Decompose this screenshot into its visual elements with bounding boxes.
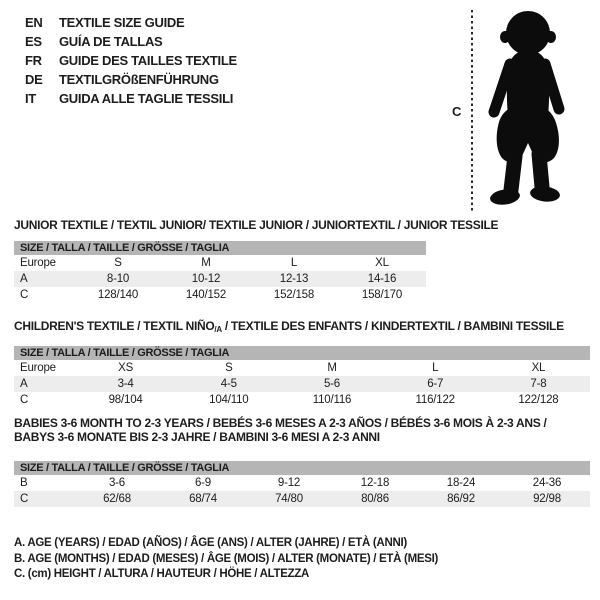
height-measure-dashed-line bbox=[471, 10, 473, 213]
size-cell: 5-6 bbox=[323, 378, 341, 390]
table-row-junior-height bbox=[14, 287, 426, 303]
size-cell: 116/122 bbox=[415, 394, 455, 406]
babies-size-table bbox=[14, 461, 590, 507]
language-code-es: ES bbox=[25, 34, 42, 49]
language-row-es bbox=[25, 32, 237, 51]
size-cell: 12-18 bbox=[360, 477, 390, 489]
language-code-en: EN bbox=[25, 15, 43, 30]
table-row-children-age bbox=[14, 376, 590, 392]
note-age-years: A. AGE (YEARS) / EDAD (AÑOS) / ÂGE (ANS) / ALTER (JAHRE) / ETÀ (ANNI) bbox=[14, 537, 407, 549]
size-cell: 18-24 bbox=[446, 477, 476, 489]
size-cell: 14-16 bbox=[367, 273, 397, 285]
row-label: Europe bbox=[20, 257, 56, 269]
language-row-de bbox=[25, 70, 237, 89]
size-cell: S bbox=[225, 362, 233, 374]
babies-title-line2: BABYS 3-6 MONATE BIS 2-3 JAHRE / BAMBINI 3-6 MESI A 2-3 ANNI bbox=[14, 430, 380, 444]
table-row-babies-months bbox=[14, 475, 590, 491]
size-cell: M bbox=[201, 257, 211, 269]
language-label-it: GUIDA ALLE TAGLIE TESSILI bbox=[59, 91, 234, 106]
size-cell: 122/128 bbox=[518, 394, 559, 406]
size-cell: 140/152 bbox=[185, 289, 227, 301]
size-cell: 6-7 bbox=[427, 378, 444, 390]
babies-title-line1: BABIES 3-6 MONTH TO 2-3 YEARS / BEBÉS 3-6 MESES A 2-3 AÑOS / BÉBÉS 3-6 MOIS À 2-3 ANS / bbox=[14, 416, 547, 430]
language-label-en: TEXTILE SIZE GUIDE bbox=[59, 15, 185, 30]
size-cell: 92/98 bbox=[533, 493, 561, 505]
language-label-de: TEXTILGRÖßENFÜHRUNG bbox=[59, 72, 219, 87]
height-measure-label: C bbox=[452, 104, 462, 119]
size-cell: 98/104 bbox=[108, 394, 143, 406]
children-title-pre: CHILDREN'S TEXTILE / TEXTIL NIÑO bbox=[14, 319, 215, 333]
table-row-junior-age bbox=[14, 271, 426, 287]
note-height-cm: C. (cm) HEIGHT / ALTURA / HAUTEUR / HÖHE / ALTEZZA bbox=[14, 568, 310, 580]
size-cell: 12-13 bbox=[279, 273, 309, 285]
legend-notes bbox=[14, 536, 438, 583]
size-cell: 68/74 bbox=[189, 493, 217, 505]
table-row-children-height bbox=[14, 392, 590, 408]
size-cell: 110/116 bbox=[312, 394, 352, 406]
children-size-table bbox=[14, 346, 590, 408]
size-cell: XS bbox=[118, 362, 134, 374]
language-label-es: GUÍA DE TALLAS bbox=[59, 34, 163, 49]
language-code-de: DE bbox=[25, 72, 43, 87]
row-label: B bbox=[20, 477, 28, 489]
size-cell: 74/80 bbox=[275, 493, 303, 505]
size-cell: 24-36 bbox=[532, 477, 562, 489]
row-label: C bbox=[20, 394, 29, 406]
language-label-fr: GUIDE DES TAILLES TEXTILE bbox=[59, 53, 237, 68]
children-section-title bbox=[14, 319, 564, 333]
note-age-months: B. AGE (MONTHS) / EDAD (MESES) / ÂGE (MOIS) / ALTER (MONATE) / ETÀ (MESI) bbox=[14, 552, 439, 565]
size-cell: XL bbox=[375, 257, 389, 269]
size-cell: 104/110 bbox=[209, 394, 249, 406]
language-code-it: IT bbox=[25, 91, 36, 106]
size-cell: 6-9 bbox=[194, 477, 212, 489]
size-cell: 3-6 bbox=[108, 477, 126, 489]
language-row-it bbox=[25, 89, 237, 108]
row-label: A bbox=[20, 378, 28, 390]
toddler-silhouette-icon bbox=[482, 6, 572, 208]
junior-size-header-bar: SIZE / TALLA / TAILLE / GRÖSSE / TAGLIA bbox=[14, 241, 426, 255]
size-cell: 4-5 bbox=[220, 378, 237, 390]
size-cell: 80/86 bbox=[361, 493, 389, 505]
size-cell: L bbox=[432, 362, 439, 374]
language-row-fr bbox=[25, 51, 237, 70]
size-cell: 86/92 bbox=[447, 493, 475, 505]
babies-size-header-bar: SIZE / TALLA / TAILLE / GRÖSSE / TAGLIA bbox=[14, 461, 590, 475]
size-cell: XL bbox=[531, 362, 546, 374]
table-row-babies-height bbox=[14, 491, 590, 507]
size-cell: 10-12 bbox=[191, 273, 221, 285]
size-cell: 152/158 bbox=[273, 289, 315, 301]
size-cell: S bbox=[114, 257, 122, 269]
row-label: A bbox=[20, 273, 28, 285]
language-code-fr: FR bbox=[25, 53, 42, 68]
children-title-subscript: /A bbox=[214, 325, 222, 334]
size-cell: 9-12 bbox=[277, 477, 301, 489]
junior-size-table bbox=[14, 241, 426, 303]
row-label: C bbox=[20, 289, 29, 301]
size-cell: 62/68 bbox=[103, 493, 131, 505]
size-cell: M bbox=[327, 362, 337, 374]
language-header bbox=[25, 13, 237, 108]
size-cell: 8-10 bbox=[106, 273, 130, 285]
children-size-header-bar: SIZE / TALLA / TAILLE / GRÖSSE / TAGLIA bbox=[14, 346, 590, 360]
size-cell: 7-8 bbox=[530, 378, 547, 390]
junior-section-title: JUNIOR TEXTILE / TEXTIL JUNIOR/ TEXTILE JUNIOR / JUNIORTEXTIL / JUNIOR TESSILE bbox=[14, 218, 499, 232]
row-label: Europe bbox=[20, 362, 56, 374]
table-row-junior-europe bbox=[14, 255, 426, 271]
size-cell: L bbox=[290, 257, 298, 269]
table-row-children-europe bbox=[14, 360, 590, 376]
size-cell: 158/170 bbox=[361, 289, 403, 301]
babies-section-title bbox=[14, 416, 546, 444]
row-label: C bbox=[20, 493, 29, 505]
size-cell: 128/140 bbox=[97, 289, 139, 301]
language-row-en bbox=[25, 13, 237, 32]
size-cell: 3-4 bbox=[117, 378, 134, 390]
children-title-post: / TEXTILE DES ENFANTS / KINDERTEXTIL / BAMBINI TESSILE bbox=[221, 319, 564, 333]
